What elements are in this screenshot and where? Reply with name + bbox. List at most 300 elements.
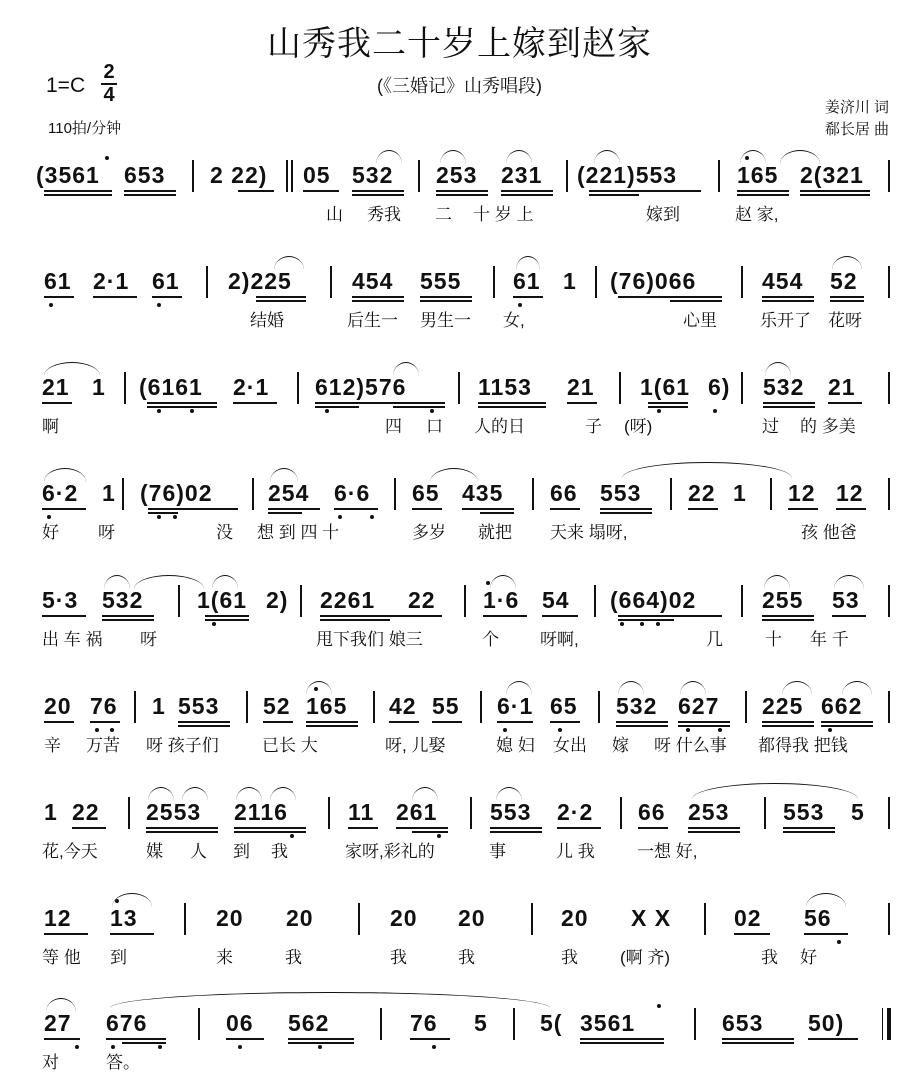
barline (493, 266, 495, 298)
note-group: 2·1 (93, 268, 130, 294)
lyric-text: 媒 (146, 842, 163, 861)
slur (765, 362, 791, 376)
beam (42, 402, 72, 404)
beam (821, 721, 873, 723)
note-group: 1 (733, 480, 747, 506)
note-group: 2·1 (233, 374, 270, 400)
note-group: 05 (303, 162, 331, 188)
barline (770, 478, 772, 510)
lyric-text: 乐开了 (760, 311, 811, 330)
note-group: 61 (513, 268, 541, 294)
beam (393, 406, 445, 408)
beam (436, 190, 488, 192)
lyrics-row (0, 1048, 919, 1076)
note-group: 21 (828, 374, 856, 400)
beam (490, 831, 542, 833)
beam (762, 725, 814, 727)
beam (836, 508, 866, 510)
note-group: 65 (412, 480, 440, 506)
slur (376, 150, 402, 164)
barline (888, 797, 890, 829)
beam (315, 402, 445, 404)
slur (680, 681, 706, 695)
note-group: 2553 (146, 799, 202, 825)
beam (146, 827, 218, 829)
note-group: 6) (708, 374, 731, 400)
barline (741, 372, 743, 404)
note-group: 253 (688, 799, 730, 825)
note-group: 553 (783, 799, 825, 825)
meter-denominator: 4 (103, 84, 115, 106)
barline (184, 903, 186, 935)
barline (566, 160, 568, 192)
lyric-text: 子 (585, 417, 602, 436)
lyric-text: 结婚 (250, 311, 284, 330)
beam (122, 1042, 166, 1044)
lyric-text: 都得我 把钱 (758, 736, 848, 755)
beam (800, 190, 870, 192)
lyrics-row (0, 412, 919, 440)
note-group: 5 (474, 1010, 488, 1036)
beam (238, 190, 274, 192)
notation-row (0, 787, 919, 837)
note-group: 532 (102, 587, 144, 613)
lyric-text: 多岁 (412, 523, 446, 542)
note-group: 1 (563, 268, 577, 294)
note-group: 76 (90, 693, 118, 719)
lyrics-row (0, 943, 919, 971)
beam (616, 721, 668, 723)
lyric-text: 我 (761, 948, 778, 967)
slur (618, 681, 644, 695)
note-group: (6161 (139, 374, 203, 400)
lyric-text: 已长 大 (262, 736, 318, 755)
lyric-text: 到 (233, 842, 250, 861)
lyric-text: 呀啊, (540, 630, 579, 649)
beam (580, 1042, 664, 1044)
lyric-text: 啊 (42, 417, 59, 436)
barline (286, 160, 288, 192)
beam (44, 721, 74, 723)
beam (462, 508, 514, 510)
beam (44, 1038, 80, 1040)
lyric-text: 个 (482, 630, 499, 649)
note-group: 532 (616, 693, 658, 719)
beam (580, 1038, 664, 1040)
beam (42, 508, 86, 510)
beam (800, 194, 870, 196)
lyric-text: 万苦 (86, 736, 120, 755)
slur (764, 575, 790, 589)
beam (352, 194, 404, 196)
beam (762, 300, 814, 302)
beam (124, 194, 176, 196)
lyric-text: 我 (390, 948, 407, 967)
barline (394, 478, 396, 510)
beam (638, 827, 668, 829)
beam (226, 1038, 264, 1040)
lyric-text: 四 (385, 417, 402, 436)
slur (834, 575, 864, 589)
beam (478, 406, 546, 408)
beam (410, 1038, 450, 1040)
note-group: 612)576 (315, 374, 407, 400)
beam (268, 512, 302, 514)
slur (842, 681, 872, 695)
lyric-text: 二 (435, 205, 452, 224)
beam (146, 831, 218, 833)
beam (303, 190, 339, 192)
barline (594, 585, 596, 617)
notation-row (0, 362, 919, 412)
lyric-text: 女, (503, 311, 525, 330)
beam (513, 296, 543, 298)
beam (618, 619, 674, 621)
beam (102, 615, 154, 617)
note-group: 76 (410, 1010, 438, 1036)
note-group: 2)225 (228, 268, 292, 294)
beam (828, 402, 862, 404)
beam (288, 1042, 354, 1044)
beam (762, 721, 814, 723)
barline (620, 797, 622, 829)
barline (670, 478, 672, 510)
note-group: 562 (288, 1010, 330, 1036)
beam (589, 194, 639, 196)
barline (178, 585, 180, 617)
beam (256, 296, 306, 298)
note-group: 254 (268, 480, 310, 506)
lyric-text: 我 (561, 948, 578, 967)
note-group: 20 (458, 905, 486, 931)
note-group: 255 (762, 587, 804, 613)
beam (334, 508, 378, 510)
note-group: 553 (178, 693, 220, 719)
lyric-text: 赵 家, (735, 205, 779, 224)
barline (458, 372, 460, 404)
lyric-text: 到 (110, 948, 127, 967)
slur (104, 575, 130, 589)
lyric-text: 人 (190, 842, 207, 861)
note-group: 52 (263, 693, 291, 719)
beam (102, 619, 154, 621)
tie (622, 462, 792, 478)
lyric-text: 事 (489, 842, 506, 861)
note-group: 12 (788, 480, 816, 506)
beam (178, 725, 230, 727)
beam (352, 296, 404, 298)
lyric-text: 好 (42, 523, 59, 542)
note-group: 6·2 (42, 480, 79, 506)
lyric-text: 媳 妇 (496, 736, 535, 755)
beam (804, 933, 848, 935)
beam (648, 406, 688, 408)
notation-row (0, 998, 919, 1048)
slur (393, 362, 419, 376)
slur (440, 150, 466, 164)
lyric-text: 来 (216, 948, 233, 967)
note-group: 553 (490, 799, 532, 825)
slur (496, 787, 522, 801)
beam (147, 402, 217, 404)
beam (178, 721, 230, 723)
beam (256, 300, 306, 302)
lyrics-row (0, 518, 919, 546)
beam (389, 721, 419, 723)
lyric-text: 就把 (478, 523, 512, 542)
beam (788, 508, 818, 510)
beam (396, 827, 448, 829)
barline (718, 160, 720, 192)
note-group: 20 (286, 905, 314, 931)
note-group: 5( (540, 1010, 563, 1036)
score-line (0, 362, 919, 442)
beam (234, 831, 306, 833)
note-group: 1(61 (197, 587, 248, 613)
note-group: 5·3 (42, 587, 79, 613)
beam (148, 512, 178, 514)
barline (741, 585, 743, 617)
beam (670, 300, 722, 302)
beam (288, 1038, 354, 1040)
note-group: 22 (408, 587, 436, 613)
beam (722, 1038, 794, 1040)
barline (888, 691, 890, 723)
beam (763, 402, 815, 404)
beam (90, 721, 120, 723)
note-group: 553 (600, 480, 642, 506)
slur (506, 681, 532, 695)
lyric-text: 家呀,彩礼的 (345, 842, 435, 861)
barline (300, 585, 302, 617)
beam (205, 619, 249, 621)
beam (783, 827, 835, 829)
note-group: X X (631, 905, 672, 931)
lyric-text: 十 岁 上 (473, 205, 534, 224)
notation-row (0, 256, 919, 306)
beam (734, 933, 770, 935)
lyric-text: 答。 (106, 1053, 140, 1072)
slur (430, 468, 478, 482)
beam (480, 512, 514, 514)
slur (780, 150, 820, 164)
octave-dot (314, 687, 318, 691)
barline (745, 691, 747, 723)
lyric-text: (啊 齐) (620, 948, 671, 967)
note-group: 21 (42, 374, 70, 400)
barline (128, 797, 130, 829)
barline (380, 1008, 382, 1040)
note-group: 676 (106, 1010, 148, 1036)
score-line (0, 150, 919, 230)
slur (44, 468, 86, 482)
barline (598, 691, 600, 723)
barline (246, 691, 248, 723)
beam (550, 721, 580, 723)
score-line (0, 998, 919, 1078)
lyric-text: 出 车 祸 (42, 630, 103, 649)
lyric-text: 呀 (98, 523, 115, 542)
beam (600, 508, 652, 510)
beam (72, 827, 106, 829)
composer-credit: 郗长居 曲 (824, 121, 889, 138)
note-group: 3561 (580, 1010, 636, 1036)
barline (206, 266, 208, 298)
beam (678, 725, 730, 727)
lyric-text: 呀 孩子们 (146, 736, 219, 755)
score-line (0, 468, 919, 548)
lyric-text: 好 (800, 948, 817, 967)
beam (589, 190, 701, 192)
lyric-text: 辛 (44, 736, 61, 755)
beam (234, 827, 306, 829)
slur (182, 787, 208, 801)
lyric-text: 嫁到 (646, 205, 680, 224)
beam (762, 619, 814, 621)
slur (506, 150, 532, 164)
barline (888, 478, 890, 510)
note-group: 454 (762, 268, 804, 294)
lyric-text: 后生一 (347, 311, 398, 330)
note-group: 165 (737, 162, 779, 188)
lyricist-credit: 姜济川 词 (824, 99, 889, 116)
score-line (0, 893, 919, 973)
lyric-text: 想 到 四 十 (257, 523, 340, 542)
barline (888, 372, 890, 404)
beam (412, 831, 448, 833)
barline (418, 160, 420, 192)
barline (694, 1008, 696, 1040)
lyric-text: (呀) (624, 417, 653, 436)
note-group: 61 (44, 268, 72, 294)
beam (648, 402, 688, 404)
note-group: 11 (348, 799, 375, 825)
barline (764, 797, 766, 829)
slur (782, 681, 812, 695)
barline (531, 903, 533, 935)
beam (501, 194, 553, 196)
lyric-text: 年 千 (810, 630, 849, 649)
song-subtitle: (《三婚记》山秀唱段) (377, 76, 542, 96)
beam (567, 402, 597, 404)
score-line (0, 681, 919, 761)
note-group: 1153 (478, 374, 532, 400)
lyric-text: 孩 他爸 (801, 523, 857, 542)
note-group: (221)553 (577, 162, 678, 188)
note-group: 2 22) (210, 162, 268, 188)
note-group: 2) (266, 587, 289, 613)
barline (124, 372, 126, 404)
beam (44, 933, 88, 935)
barline (464, 585, 466, 617)
beam (44, 190, 112, 192)
note-group: 66 (550, 480, 578, 506)
barline (888, 160, 890, 192)
octave-dot (745, 156, 749, 160)
barline (888, 903, 890, 935)
barline (134, 691, 136, 723)
note-group: 20 (390, 905, 418, 931)
note-group: 22 (72, 799, 100, 825)
lyric-text: 山 (326, 205, 343, 224)
beam (618, 615, 722, 617)
lyric-text: 男生一 (420, 311, 471, 330)
note-group: 52 (830, 268, 858, 294)
song-title: 山秀我二十岁上嫁到赵家 (267, 25, 652, 63)
beam (315, 406, 359, 408)
beam (233, 402, 277, 404)
barline (888, 266, 890, 298)
slur (594, 150, 620, 164)
note-group: 50) (808, 1010, 845, 1036)
barline (373, 691, 375, 723)
lyrics-row (0, 306, 919, 334)
note-group: 1·6 (483, 587, 520, 613)
note-group: 1 (44, 799, 58, 825)
beam (306, 721, 358, 723)
note-group: 2261 (320, 587, 376, 613)
beam (268, 508, 320, 510)
lyric-text: 呀, 儿娶 (385, 736, 446, 755)
slur (806, 893, 846, 907)
lyric-text: 十 (765, 630, 782, 649)
note-group: 1(61 (640, 374, 691, 400)
lyric-text: 对 (42, 1053, 59, 1072)
lyrics-row (0, 731, 919, 759)
note-group: 65 (550, 693, 578, 719)
tie (692, 783, 858, 799)
slur (274, 256, 304, 270)
slur (270, 787, 296, 801)
beam (557, 827, 601, 829)
slur (306, 681, 332, 695)
slur (516, 256, 540, 270)
barline (252, 478, 254, 510)
lyric-text: 我 (271, 842, 288, 861)
beam (432, 721, 462, 723)
beam (152, 296, 182, 298)
barline (470, 797, 472, 829)
octave-dot (486, 581, 490, 585)
slur (148, 787, 174, 801)
note-group: 22 (688, 480, 716, 506)
note-group: 06 (226, 1010, 254, 1036)
lyric-text: 呀 (140, 630, 157, 649)
note-group: 231 (501, 162, 543, 188)
beam (808, 1038, 858, 1040)
lyric-text: 等 他 (42, 948, 81, 967)
lyric-text: 女出 (553, 736, 587, 755)
beam (763, 406, 815, 408)
beam (44, 296, 74, 298)
lyric-text: 没 (216, 523, 233, 542)
note-group: 1 (102, 480, 116, 506)
beam (678, 721, 730, 723)
note-group: (3561 (36, 162, 100, 188)
note-group: 225 (762, 693, 804, 719)
score-line (0, 575, 919, 655)
beam (348, 827, 378, 829)
beam (821, 725, 873, 727)
note-group: 54 (542, 587, 570, 613)
note-group: 20 (44, 693, 72, 719)
lyric-text: 我 (285, 948, 302, 967)
barline (330, 266, 332, 298)
note-group: 435 (462, 480, 504, 506)
lyric-text: 一想 好, (637, 842, 698, 861)
beam (830, 296, 864, 298)
barline (480, 691, 482, 723)
